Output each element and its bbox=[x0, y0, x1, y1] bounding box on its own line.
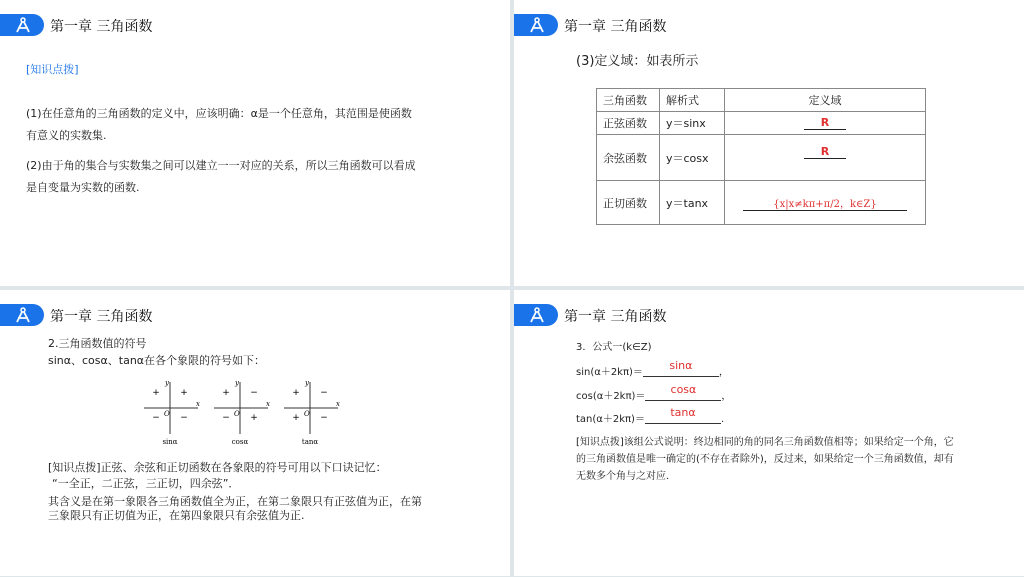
y-axis-label: y bbox=[165, 379, 169, 387]
domain-cell bbox=[725, 135, 926, 181]
table-row bbox=[597, 112, 926, 135]
formula-lhs: tan(α＋2kπ)＝ bbox=[576, 414, 645, 425]
formula-lhs: sin(α＋2kπ)＝ bbox=[576, 367, 643, 378]
meaning-line-1: 其含义是在第一象限各三角函数值全为正，在第二象限只有正弦值为正，在第 bbox=[48, 495, 422, 508]
paragraph-2-line-1: (2)由于角的集合与实数集之间可以建立一一对应的关系，所以三角函数可以看成 bbox=[26, 159, 416, 172]
slide-1 bbox=[0, 0, 510, 286]
origin-label: O bbox=[304, 410, 310, 418]
meaning-line-2: 三象限只有正切值为正，在第四象限只有余弦值为正. bbox=[48, 509, 305, 522]
tip-mnemonic: “一全正，二正弦，三正切，四余弦”． bbox=[52, 477, 240, 490]
y-axis-label: y bbox=[235, 379, 239, 387]
function-formula: y＝cosx bbox=[660, 135, 725, 181]
tip-line-3: 无数多个角与之对应． bbox=[576, 471, 676, 482]
y-axis-label: y bbox=[305, 379, 309, 387]
tip-line-1: [知识点拨]正弦、余弦和正切函数在各象限的符号可用以下口诀记忆： bbox=[48, 461, 387, 474]
quadrant-sign: − bbox=[250, 388, 258, 398]
function-name: 正弦函数 bbox=[597, 112, 660, 135]
formula-answer: cosα bbox=[645, 380, 721, 401]
chapter-title: 第一章 三角函数 bbox=[564, 309, 667, 325]
domain-answer: {x|x≠kπ+π/2，k∈Z} bbox=[743, 195, 907, 211]
chapter-title: 第一章 三角函数 bbox=[50, 19, 153, 35]
domain-cell bbox=[725, 112, 926, 135]
logo-badge bbox=[0, 14, 44, 36]
quadrant-sign: + bbox=[180, 388, 188, 398]
logo-badge bbox=[514, 14, 558, 36]
table-header-cell: 三角函数 bbox=[597, 89, 660, 112]
formula-line bbox=[576, 406, 725, 430]
function-name: 正切函数 bbox=[597, 181, 660, 225]
slide-2 bbox=[514, 0, 1024, 286]
x-axis-label: x bbox=[266, 400, 270, 408]
formula-title: 3．公式一(k∈Z) bbox=[576, 342, 652, 353]
function-formula: y＝tanx bbox=[660, 181, 725, 225]
x-axis-label: x bbox=[196, 400, 200, 408]
origin-label: O bbox=[234, 410, 240, 418]
x-axis-label: x bbox=[336, 400, 340, 408]
logo-badge bbox=[0, 304, 44, 326]
table-row bbox=[597, 135, 926, 181]
paragraph-1-line-2: 有意义的实数集. bbox=[26, 129, 107, 142]
diagram-caption: cosα bbox=[231, 438, 249, 446]
section-title: 2.三角函数值的符号 bbox=[48, 337, 147, 350]
formula-answer: tanα bbox=[645, 403, 721, 424]
function-formula: y＝sinx bbox=[660, 112, 725, 135]
table-row bbox=[597, 181, 926, 225]
diagram-caption: sinα bbox=[162, 438, 178, 446]
compass-icon bbox=[15, 307, 31, 323]
paragraph-1-line-1: (1)在任意角的三角函数的定义中，应该明确：α是一个任意角，其范围是使函数 bbox=[26, 107, 412, 120]
formula-tail: . bbox=[720, 414, 725, 425]
formula-answer: sinα bbox=[643, 356, 719, 377]
quadrant-sign: + bbox=[292, 388, 300, 398]
quadrant-sign: + bbox=[222, 388, 230, 398]
logo-badge bbox=[514, 304, 558, 326]
table-header-cell: 定义域 bbox=[725, 89, 926, 112]
quadrant-sign: + bbox=[250, 413, 258, 423]
domain-answer: R bbox=[804, 116, 846, 130]
quadrant-sign: − bbox=[152, 413, 160, 423]
tip-line-1: [知识点拨]该组公式说明：终边相同的角的同名三角函数值相等；如果给定一个角，它 bbox=[576, 437, 954, 448]
domain-heading: (3)定义域：如表所示 bbox=[576, 54, 699, 69]
origin-label: O bbox=[164, 410, 170, 418]
paragraph-2-line-2: 是自变量为实数的函数. bbox=[26, 181, 140, 194]
slide-4 bbox=[514, 290, 1024, 576]
chapter-title: 第一章 三角函数 bbox=[564, 19, 667, 35]
function-name: 余弦函数 bbox=[597, 135, 660, 181]
compass-icon bbox=[15, 17, 31, 33]
quadrant-sign: − bbox=[222, 413, 230, 423]
quadrant-sign: + bbox=[152, 388, 160, 398]
formula-tail: ， bbox=[718, 367, 729, 378]
tip-tag: [知识点拨] bbox=[26, 63, 79, 76]
chapter-title: 第一章 三角函数 bbox=[50, 309, 153, 325]
formula-lhs: cos(α＋2kπ)＝ bbox=[576, 391, 646, 402]
table-header-row bbox=[597, 89, 926, 112]
quadrant-sign: + bbox=[292, 413, 300, 423]
domain-table bbox=[596, 88, 926, 225]
domain-cell bbox=[725, 181, 926, 225]
quadrant-sign: − bbox=[320, 413, 328, 423]
compass-icon bbox=[529, 307, 545, 323]
slide-3 bbox=[0, 290, 510, 576]
quadrant-sign-diagrams bbox=[142, 378, 342, 450]
section-subtitle: sinα、cosα、tanα在各个象限的符号如下： bbox=[48, 354, 266, 367]
table-header-cell: 解析式 bbox=[660, 89, 725, 112]
formula-tail: ， bbox=[721, 391, 732, 402]
tip-line-2: 的三角函数值是唯一确定的(不存在者除外)，反过来，如果给定一个三角函数值，却有 bbox=[576, 454, 954, 465]
compass-icon bbox=[529, 17, 545, 33]
quadrant-sign: − bbox=[320, 388, 328, 398]
domain-answer: R bbox=[804, 145, 846, 159]
diagram-caption: tanα bbox=[301, 438, 319, 446]
quadrant-sign: − bbox=[180, 413, 188, 423]
